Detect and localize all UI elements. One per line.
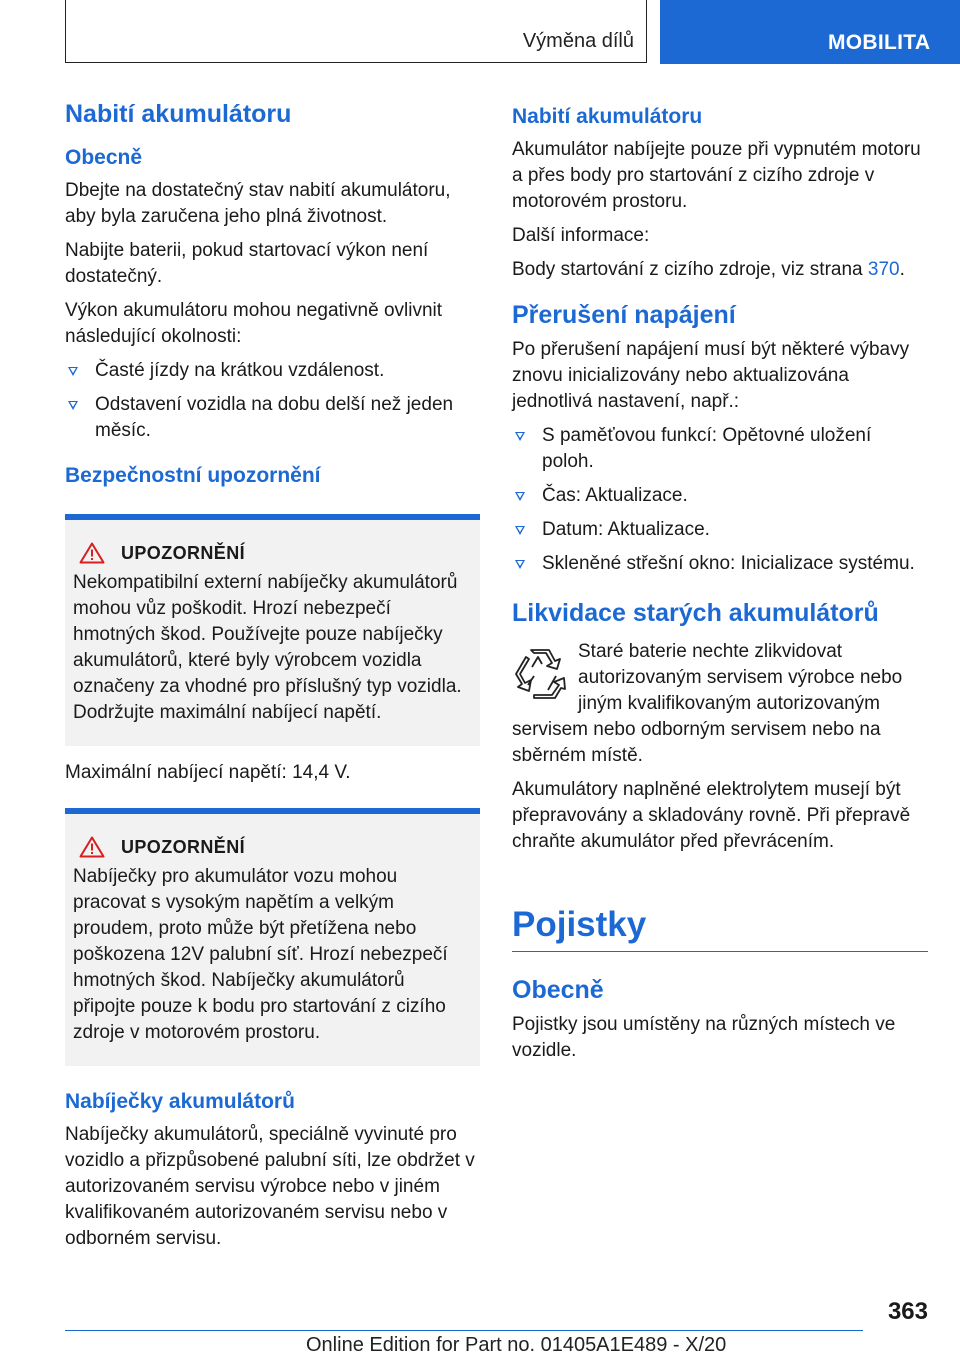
warning-triangle-icon (79, 836, 105, 858)
paragraph: Nabíječky akumulátorů, speciálně vyvinuté pro vozidlo a přizpůsobené palubní síti, lze obdržet v autorizovaném servisu výrobce nebo v jiném kvalifikovaném autorizovaném servisu nebo v odborném servisu. (65, 1124, 475, 1249)
heading-safety-notes: Bezpečnostní upozornění (65, 464, 321, 487)
list-item: Odstavení vozidla na dobu delší než jeden měsíc. (65, 392, 480, 444)
bullet-triangle-icon (68, 367, 78, 376)
bullet-list (65, 358, 480, 444)
paragraph: Pojistky jsou umístěny na různých místech ve vozidle. (512, 1014, 896, 1061)
heading-general: Obecně (65, 146, 143, 169)
paragraph: Akumulátory naplněné elektrolytem musejí být přepravovány a skladovány rovně. Při přepravě chraňte akumulátor před převrácením. (512, 779, 911, 852)
paragraph: Staré baterie nechte zlikvidovat autorizovaným servisem výrobce nebo jiným kvalifikovaným autorizovaným servisem nebo odborným servisem nebo na sběrném místě. (512, 641, 903, 766)
page-reference-link[interactable]: 370 (867, 259, 900, 280)
section-title-battery-charging: Nabití akumulátoru (65, 100, 292, 128)
bullet-triangle-icon (515, 526, 525, 535)
header-section-title: Výměna dílů (522, 30, 634, 52)
list-item: S paměťovou funkcí: Opětovné uložení poloh. (512, 423, 928, 475)
warning-box (65, 514, 480, 746)
paragraph: Body startování z cizího zdroje, viz strana 370. (512, 259, 905, 280)
heading-disposal: Likvidace starých akumulátorů (512, 599, 879, 627)
heading-battery-chargers: Nabíječky akumulátorů (65, 1090, 295, 1113)
warning-text: Nabíječky pro akumulátor vozu mohou pracovat s vysokým napětím a velkým proudem, proto může být přetížena nebo poškozena 12V palubní síť. Hrozí nebezpečí hmotných škod. Nabíječky akumulátorů připojte pouze k bodu pro startování z cizího zdroje v motorovém prostoru. (73, 866, 448, 1043)
bullet-list (512, 423, 928, 577)
page-number: 363 (887, 1298, 928, 1325)
warning-box (65, 808, 480, 1066)
paragraph: Akumulátor nabíjejte pouze při vypnutém motoru a přes body pro startování z cizího zdroje v motorovém prostoru. (512, 139, 921, 212)
paragraph: Další informace: (512, 225, 650, 246)
paragraph: Po přerušení napájení musí být některé výbavy znovu inicializovány nebo aktualizována jednotlivá nastavení, např.: (512, 339, 910, 412)
warning-text: Nekompatibilní externí nabíječky akumulátorů mohou vůz poškodit. Hrozí nebezpečí hmotných škod. Používejte pouze nabíječky akumulátorů, které byly výrobcem vozidla označeny za vhodné pro příslušný typ vozidla. Dodržujte maximální nabíjecí napětí. (73, 572, 462, 723)
heading-battery-charging: Nabití akumulátoru (512, 105, 703, 128)
chapter-title-fuses: Pojistky (512, 903, 928, 952)
header-chapter-title: MOBILITA (828, 31, 931, 54)
heading-power-interruption: Přerušení napájení (512, 301, 736, 329)
warning-title: UPOZORNĚNÍ (73, 836, 472, 858)
list-item: Čas: Aktualizace. (512, 483, 928, 509)
max-voltage-text: Maximální nabíjecí napětí: 14,4 V. (65, 762, 351, 783)
header-chapter-tab (660, 0, 960, 64)
bullet-triangle-icon (68, 401, 78, 410)
warning-triangle-icon (79, 542, 105, 564)
left-column (65, 98, 480, 1260)
header-section-box (65, 0, 647, 63)
bullet-triangle-icon (515, 432, 525, 441)
disposal-block (512, 639, 928, 777)
warning-title: UPOZORNĚNÍ (73, 542, 472, 564)
list-item: Datum: Aktualizace. (512, 517, 928, 543)
bullet-triangle-icon (515, 560, 525, 569)
paragraph: Nabijte baterii, pokud startovací výkon není dostatečný. (65, 240, 429, 287)
recycle-icon (512, 645, 568, 701)
footer-divider (65, 1330, 863, 1331)
paragraph: Dbejte na dostatečný stav nabití akumulátoru, aby byla zaručena jeho plná životnost. (65, 180, 451, 227)
footer-edition: Online Edition for Part no. 01405A1E489 - X/20 (306, 1334, 727, 1356)
list-item: Časté jízdy na krátkou vzdálenost. (65, 358, 480, 384)
heading-general-fuses: Obecně (512, 976, 604, 1004)
right-column (512, 103, 928, 1072)
list-item: Skleněné střešní okno: Inicializace systému. (512, 551, 928, 577)
paragraph: Výkon akumulátoru mohou negativně ovlivnit následující okolnosti: (65, 300, 443, 347)
bullet-triangle-icon (515, 492, 525, 501)
